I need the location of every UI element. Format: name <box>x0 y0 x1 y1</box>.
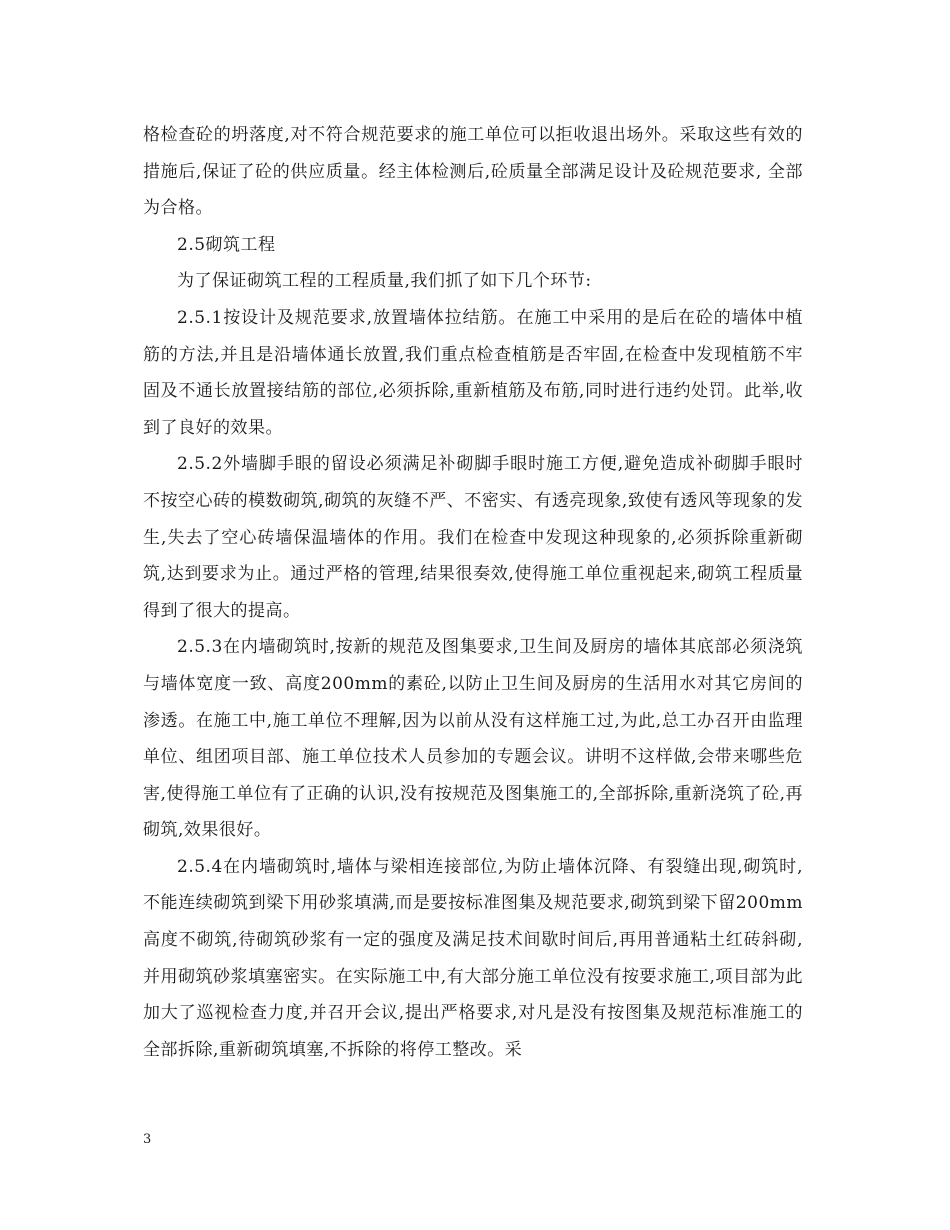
paragraph-intro: 为了保证砌筑工程的工程质量,我们抓了如下几个环节: <box>177 271 592 292</box>
paragraph-2-5-4: 2.5.4在内墙砌筑时,墙体与梁相连接部位,为防止墙体沉降、有裂缝出现,砌筑时,不能连续砌筑到梁下用砂浆填满,而是要按标准图集及规范要求,砌筑到梁下留200mm高度不砌筑,待砌筑砂浆有一定的强度及满足技术间歇时间后,再用普通粘土红砖斜砌,并用砌筑砂浆填塞密实。在实际施工中,有大部分施工单位没有按要求施工,项目部为此加大了巡视检查力度,并召开会议,提出严格要求,对凡是没有按图集及规范标准施工的全部拆除,重新砌筑填塞,不拆除的将停工整改。采 <box>143 856 803 1060</box>
page-body <box>143 117 803 1068</box>
paragraph-continued: 格检查砼的坍落度,对不符合规范要求的施工单位可以拒收退出场外。采取这些有效的措施后,保证了砼的供应质量。经主体检测后,砼质量全部满足设计及砼规范要求, 全部为合格。 <box>143 125 803 219</box>
section-heading-2-5: 2.5砌筑工程 <box>177 234 276 255</box>
page-number: 3 <box>143 1132 152 1147</box>
paragraph-2-5-1: 2.5.1按设计及规范要求,放置墙体拉结筋。在施工中采用的是后在砼的墙体中植筋的方法,并且是沿墙体通长放置,我们重点检查植筋是否牢固,在检查中发现植筋不牢固及不通长放置接结筋的部位,必须拆除,重新植筋及布筋,同时进行违约处罚。此举,收到了良好的效果。 <box>143 307 803 438</box>
paragraph-2-5-3: 2.5.3在内墙砌筑时,按新的规范及图集要求,卫生间及厨房的墙体其底部必须浇筑与墙体宽度一致、高度200mm的素砼,以防止卫生间及厨房的生活用水对其它房间的渗透。在施工中,施工单位不理解,因为以前从没有这样施工过,为此,总工办召开由监理单位、组团项目部、施工单位技术人员参加的专题会议。讲明不这样做,会带来哪些危害,使得施工单位有了正确的认识,没有按规范及图集施工的,全部拆除,重新浇筑了砼,再砌筑,效果很好。 <box>143 637 803 841</box>
paragraph-2-5-2: 2.5.2外墙脚手眼的留设必须满足补砌脚手眼时施工方便,避免造成补砌脚手眼时不按空心砖的模数砌筑,砌筑的灰缝不严、不密实、有透亮现象,致使有透风等现象的发生,失去了空心砖墙保温墙体的作用。我们在检查中发现这种现象的,必须拆除重新砌筑,达到要求为止。通过严格的管理,结果很奏效,使得施工单位重视起来,砌筑工程质量得到了很大的提高。 <box>143 454 803 621</box>
